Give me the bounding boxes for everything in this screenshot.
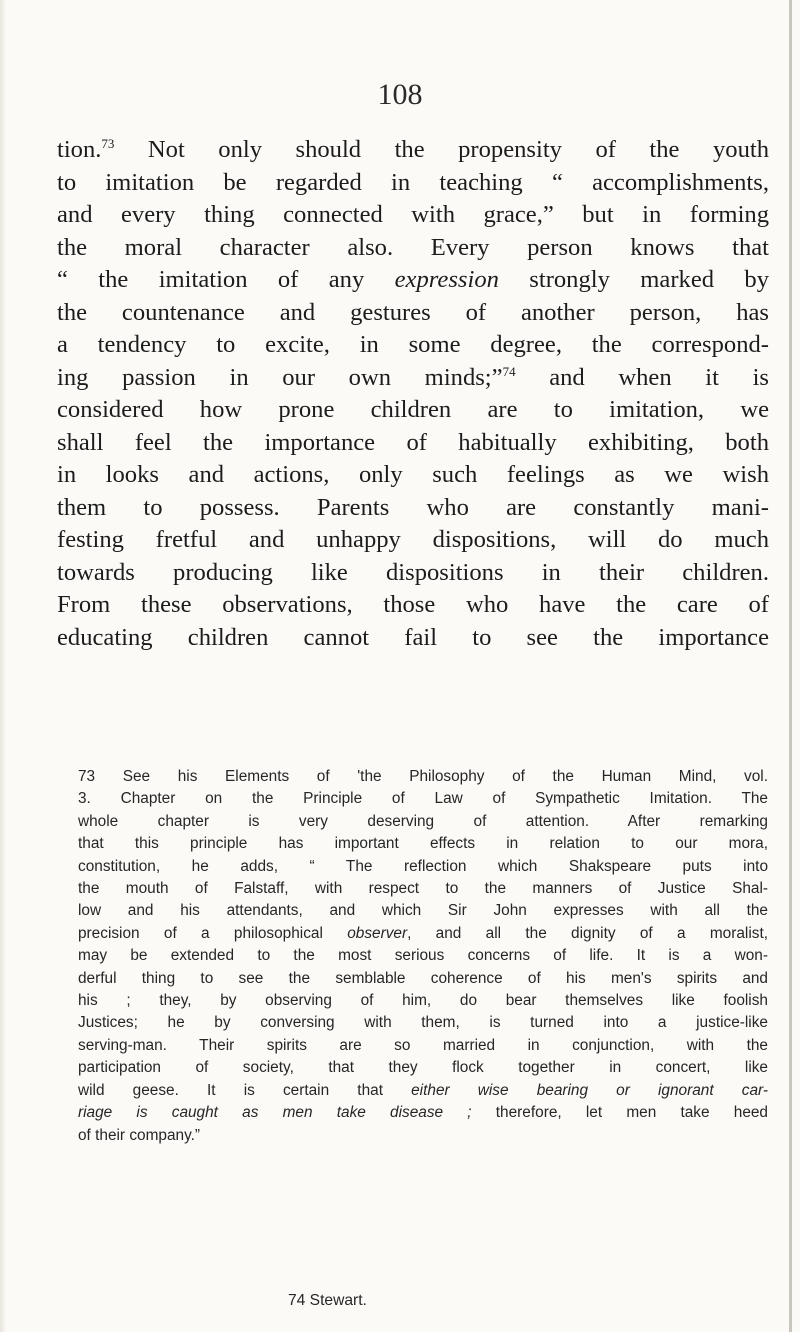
text-line: From these observations, those who have the care of — [57, 591, 769, 618]
footnote-line: 3. Chapter on the Principle of Law of Sympathetic Imitation. The — [78, 790, 768, 808]
footnote-ref-73[interactable]: 73 — [101, 135, 115, 151]
text-line: and every thing connected with grace,” but in forming — [57, 201, 769, 228]
text-line: festing fretful and unhappy dispositions, will do much — [57, 526, 769, 553]
page-right-edge — [789, 0, 792, 1332]
footnote-line: may be extended to the most serious concerns of life. It is a won- — [78, 947, 768, 965]
footnote-line: participation of society, that they flock together in concert, like — [78, 1059, 768, 1077]
emphasis-riage: riage is caught as men take disease ; — [78, 1104, 472, 1122]
text-line: “ the imitation of any expression strongly marked by — [57, 266, 769, 293]
emphasis-either-wise: either wise bearing or ignorant car- — [411, 1081, 768, 1099]
emphasis-expression: expression — [394, 266, 499, 293]
text-line: considered how prone children are to imitation, we — [57, 396, 769, 423]
page-number: 108 — [377, 78, 423, 111]
text-line: towards producing like dispositions in their children. — [57, 558, 769, 586]
footnote-line: constitution, he adds, “ The reflection which Shakspeare puts into — [78, 857, 768, 875]
text-line: the moral character also. Every person knows that — [57, 233, 769, 261]
page-left-shadow — [0, 0, 6, 1332]
footnote-line: 73 See his Elements of 'the Philosophy of the Human Mind, vol. — [78, 768, 768, 785]
footnote-line: low and his attendants, and which Sir John expresses with all the — [78, 902, 768, 920]
text-line: a tendency to excite, in some degree, the correspond- — [57, 331, 769, 358]
text-line: educating children cannot fail to see the importance — [57, 623, 769, 651]
text-line: them to possess. Parents who are constantly mani- — [57, 493, 769, 521]
footnote-ref-74[interactable]: 74 — [502, 363, 516, 379]
footnote-74: 74 Stewart. — [288, 1292, 367, 1309]
footnote-line: derful thing to see the semblable coherence of his men's spirits and — [78, 969, 768, 987]
footnote-line: serving-man. Their spirits are so married in conjunction, with the — [78, 1036, 768, 1054]
footnote-line: that this principle has important effects in relation to our mora, — [78, 835, 768, 853]
footnote-line: precision of a philosophical observer, and all the dignity of a moralist, — [78, 924, 769, 942]
text-line: in looks and actions, only such feelings as we wish — [57, 461, 769, 488]
text-line: to imitation be regarded in teaching “ accomplishments, — [57, 168, 769, 196]
footnote-73 — [78, 766, 768, 1147]
text-line: tion.$^{73}$ Not only should the propensity of the youth — [57, 135, 769, 163]
footnote-line: his ; they, by observing of him, do bear themselves like foolish — [78, 992, 768, 1010]
footnote-line: Justices; he by conversing with them, is turned into a justice-like — [78, 1014, 768, 1032]
text-line: ing passion in our own minds;”$^{74}$ and when it is — [57, 363, 769, 391]
footnote-line: the mouth of Falstaff, with respect to the manners of Justice Shal- — [78, 880, 768, 898]
main-text-block — [57, 134, 769, 654]
footnote-line: whole chapter is very deserving of attention. After remarking — [78, 812, 768, 830]
text-line: shall feel the importance of habitually exhibiting, both — [57, 428, 769, 456]
text-line: the countenance and gestures of another person, has — [57, 298, 769, 326]
footnote-line: of their company.” — [78, 1126, 201, 1144]
footnote-line: riage is caught as men take disease ; therefore, let men take heed — [78, 1104, 768, 1122]
footnote-line: wild geese. It is certain that either wise bearing or ignorant car- — [78, 1081, 768, 1099]
emphasis-observer: observer — [347, 924, 408, 942]
